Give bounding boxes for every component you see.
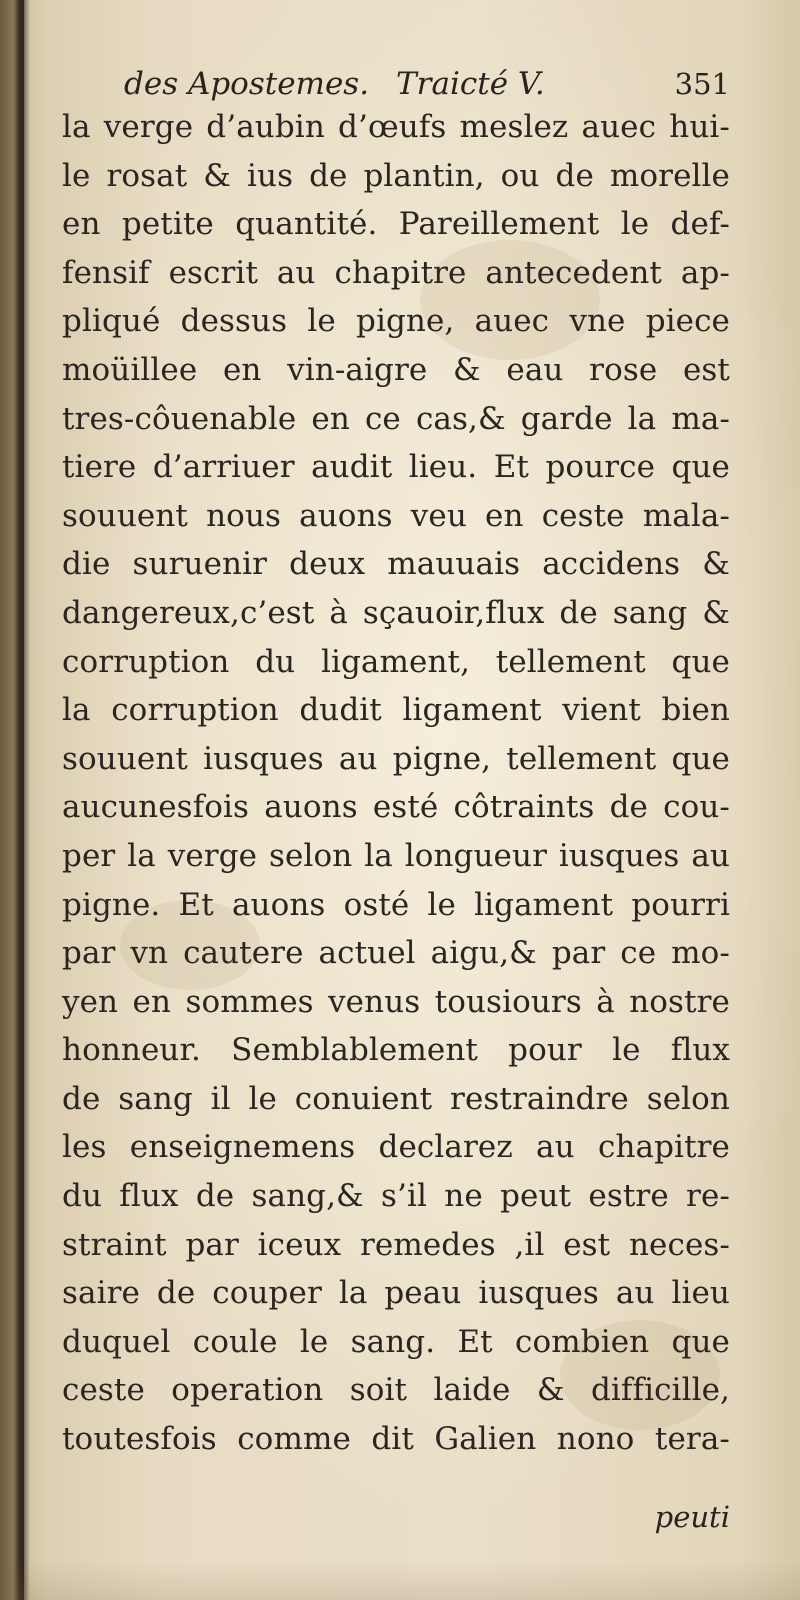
text-line: de sang il le conuient restraindre selon (62, 1080, 730, 1117)
binding-shadow (24, 0, 30, 1600)
text-line: honneur. Semblablement pour le flux (62, 1032, 730, 1069)
running-title: des Apostemes. (124, 66, 370, 102)
text-line: souuent iusques au pigne, tellement que (62, 740, 730, 777)
text-line: saire de couper la peau iusques au lieu (62, 1275, 730, 1312)
text-line: duquel coule le sang. Et combien que (62, 1323, 730, 1360)
text-line: ceste operation soit laide & difficille, (62, 1372, 730, 1409)
text-line: par vn cautere actuel aigu,& par ce mo- (62, 935, 730, 972)
page-bottom-shade (0, 1560, 800, 1600)
text-line: straint par iceux remedes ,il est neces- (62, 1226, 730, 1263)
treatise-label: Traicté V. (396, 66, 545, 102)
body-text (62, 103, 730, 1464)
book-binding (0, 0, 24, 1600)
running-header (124, 62, 730, 106)
text-line: la verge d’aubin d’œufs meslez auec hui- (62, 109, 730, 145)
text-line: pliqué dessus le pigne, auec vne piece (62, 303, 730, 340)
text-line: la corruption dudit ligament vient bien (62, 692, 730, 729)
text-line: les enseignemens declarez au chapitre (62, 1129, 730, 1166)
text-line: du flux de sang,& s’il ne peut estre re- (62, 1178, 730, 1215)
catchword: peuti (654, 1500, 730, 1534)
text-line: per la verge selon la longueur iusques au (62, 837, 730, 874)
text-line: en petite quantité. Pareillement le def- (62, 206, 730, 243)
text-line: fensif escrit au chapitre antecedent ap- (62, 254, 730, 291)
text-line: corruption du ligament, tellement que (62, 643, 730, 680)
text-line: yen en sommes venus tousiours à nostre (62, 983, 730, 1020)
text-line: aucunesfois auons esté côtraints de cou- (62, 789, 730, 826)
text-line: die suruenir deux mauuais accidens & (62, 546, 730, 583)
text-line: pigne. Et auons osté le ligament pourri (62, 886, 730, 923)
text-line: le rosat & ius de plantin, ou de morelle (62, 157, 730, 194)
page-number: 351 (674, 67, 730, 101)
text-line: souuent nous auons veu en ceste mala- (62, 497, 730, 534)
text-line: tres-côuenable en ce cas,& garde la ma- (62, 400, 730, 437)
text-line: tiere d’arriuer audit lieu. Et pource que (62, 449, 730, 486)
text-line: dangereux,c’est à sçauoir,flux de sang & (62, 594, 730, 631)
text-line: toutesfois comme dit Galien nono tera- (62, 1421, 730, 1458)
text-line: moüillee en vin-aigre & eau rose est (62, 351, 730, 388)
